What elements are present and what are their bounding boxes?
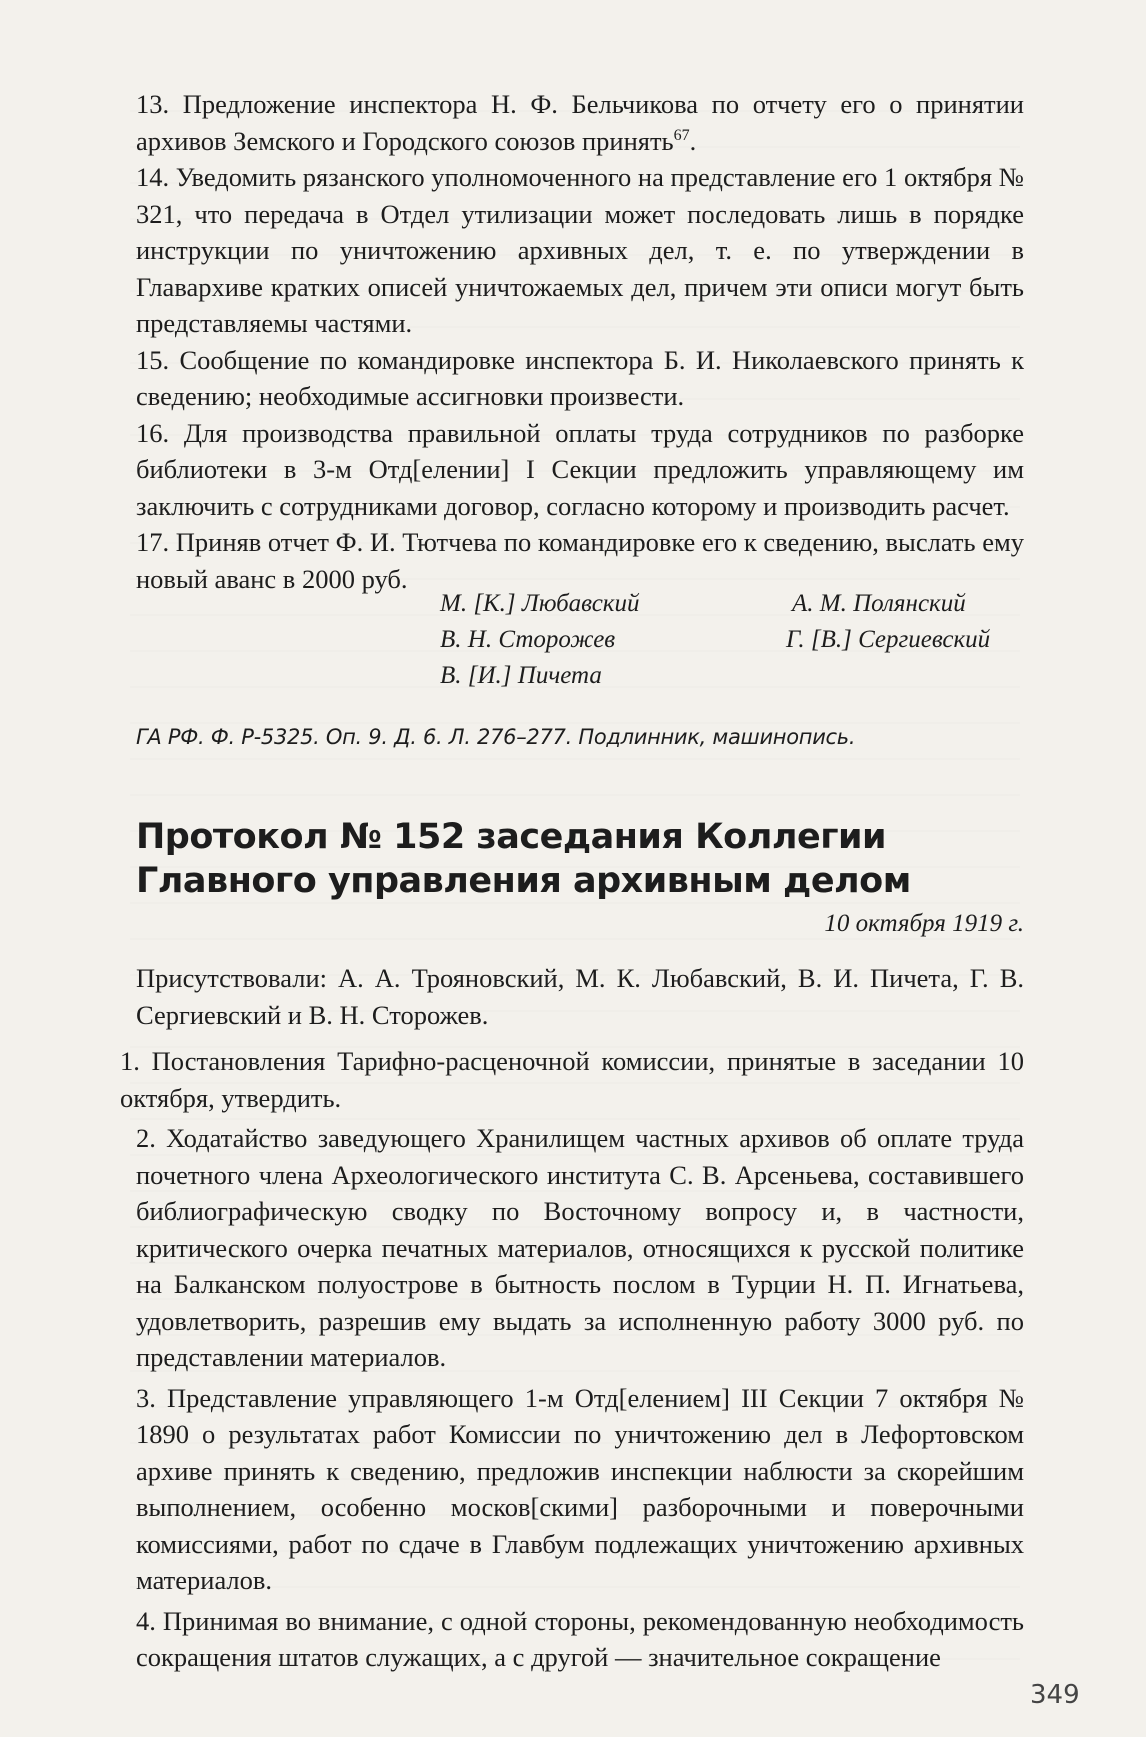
bottom-paragraphs	[120, 960, 1024, 1676]
paragraph-14: 14. Уведомить рязанского уполномоченного на представление его 1 октября № 321, что передача в Отдел утилизации может последовать лишь в порядке инструкции по уничтожению архивных дел, т. е. по утверждении в Главархиве кратких описей уничтожаемых дел, причем эти описи могут быть представляемы частями.	[136, 162, 1024, 338]
protocol-date: 10 октября 1919 г.	[824, 910, 1024, 937]
paragraph-13	[136, 86, 1024, 159]
signature-picheta: В. [И.] Пичета	[440, 662, 602, 689]
page-number: 349	[1030, 1680, 1080, 1710]
footnote-suffix: .	[689, 125, 697, 156]
signature-polyansky: А. М. Полянский	[792, 590, 966, 617]
top-paragraphs	[136, 86, 1024, 597]
item-4: 4. Принимая во внимание, с одной стороны, рекомендованную необходимость сокращения штатов служащих, а с другой — значительное сокращение	[136, 1605, 1024, 1672]
archival-source-note: ГА РФ. Ф. Р-5325. Оп. 9. Д. 6. Л. 276–277. Подлинник, машинопись.	[136, 725, 856, 749]
paragraph-16: 16. Для производства правильной оплаты труда сотрудников по разборке библиотеки в 3-м Отд[елении] I Секции предложить управляющему им заключить с сотрудниками договор, согласно которому и производить расчет.	[136, 417, 1024, 521]
protocol-heading	[136, 815, 1016, 903]
present-list: Присутствовали: А. А. Трояновский, М. К. Любавский, В. И. Пичета, Г. В. Сергиевский и В. Н. Сторожев.	[136, 963, 1024, 1030]
item-1: 1. Постановления Тарифно-расценочной комиссии, принятые в заседании 10 октября, утвердить.	[120, 1046, 1024, 1113]
signature-storozhev: В. Н. Сторожев	[440, 626, 616, 653]
paragraph-17: 17. Приняв отчет Ф. И. Тютчева по командировке его к сведению, выслать ему новый аванс в 2000 руб.	[136, 527, 1024, 594]
paragraph-15: 15. Сообщение по командировке инспектора Б. И. Николаевского принять к сведению; необходимые ассигновки произвести.	[136, 344, 1024, 411]
heading-line-2: Главного управления архивным делом	[136, 861, 911, 901]
item-2: 2. Ходатайство заведующего Хранилищем частных архивов об оплате труда почетного члена Археологического института С. В. Арсеньева, составившего библиографическую сводку по Восточному вопросу и, в частности, критического очерка печатных материалов, относящихся к русской политике на Балканском полуострове в бытность послом в Турции Н. П. Игнатьева, удовлетворить, разрешив ему выдать за исполненную работу 3000 руб. по представлении материалов.	[136, 1123, 1024, 1372]
heading-line-1: Протокол № 152 заседания Коллегии	[136, 817, 887, 857]
footnote-ref: 67	[673, 126, 690, 144]
paragraph-13-text: 13. Предложение инспектора Н. Ф. Бельчикова по отчету его о принятии архивов Земского и Городского союзов принять	[136, 89, 1024, 156]
item-3: 3. Представление управляющего 1-м Отд[елением] III Секции 7 октября № 1890 о результатах работ Комиссии по уничтожению дел в Лефортовском архиве принять к сведению, предложив инспекции наблюсти за скорейшим выполнением, особенно москов[скими] разборочными и поверочными комиссиями, работ по сдаче в Главбум подлежащих уничтожению архивных материалов.	[136, 1382, 1024, 1595]
signature-lyubavsky: М. [К.] Любавский	[440, 590, 640, 617]
signature-sergievsky: Г. [В.] Сергиевский	[786, 626, 991, 653]
